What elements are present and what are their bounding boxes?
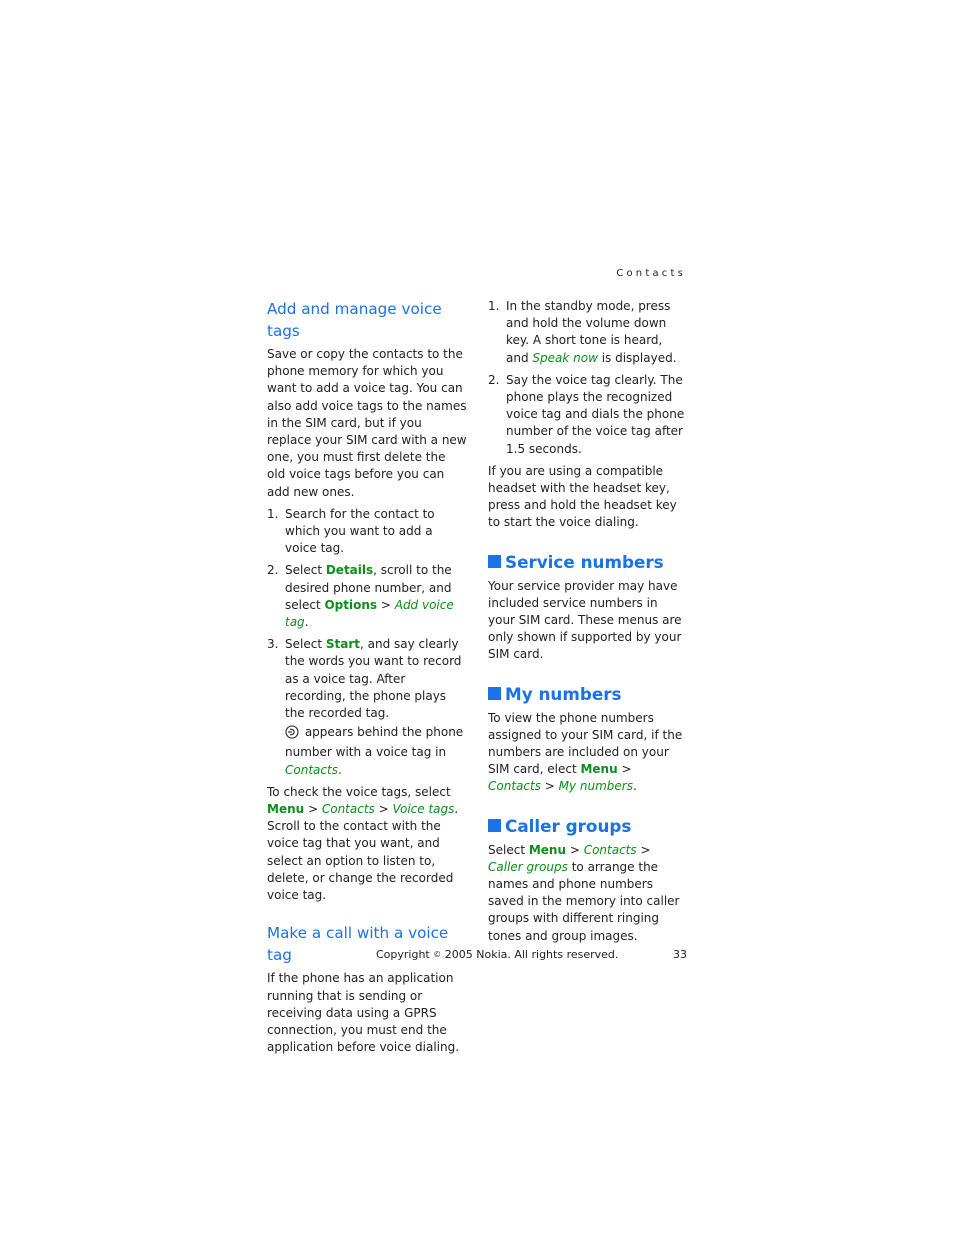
section-gap xyxy=(488,801,688,814)
section-square-icon xyxy=(488,687,501,700)
menu-key-menu: Menu xyxy=(528,842,567,857)
punctuation: . xyxy=(633,779,637,794)
punctuation: . xyxy=(337,762,342,777)
text-post: to arrange the names and phone numbers saved in the memory into caller groups with different ringing tones and group images. xyxy=(488,859,680,943)
heading-add-manage-voice-tags: Add and manage voice tags xyxy=(267,300,442,340)
section-square-icon xyxy=(488,819,501,832)
step-text: Say the voice tag clearly. The phone plays the recognized voice tag and dials the phone number of the voice tag after 1.5 seconds. xyxy=(506,372,685,456)
check-text-pre: To check the voice tags, select xyxy=(267,784,451,799)
separator: > xyxy=(636,842,651,857)
heading-text: My numbers xyxy=(505,683,622,704)
step-number: 1. xyxy=(488,299,500,313)
step-text-mid: , and say clearly the words you want to record as a voice tag. After recording, the phone plays the recorded tag. xyxy=(285,637,462,721)
text-pre: Select xyxy=(488,842,529,857)
step-text-pre: Select xyxy=(285,563,326,578)
text-pre: To view the phone numbers assigned to your SIM card, if the numbers are included on your SIM card, elect xyxy=(488,710,683,777)
menu-item-voice-tags: Voice tags xyxy=(392,802,455,817)
step-text-post: is displayed. xyxy=(597,350,677,365)
separator: > xyxy=(566,842,584,857)
right-column xyxy=(488,298,688,950)
step-text-pre: Select xyxy=(285,637,326,652)
intro-paragraph: Save or copy the contacts to the phone memory for which you want to add a voice tag. You can also add voice tags to the names in the SIM card, but if you replace your SIM card with a new one, you must first delete the old voice tags before you can add new ones. xyxy=(267,347,467,499)
menu-item-contacts: Contacts xyxy=(488,779,541,794)
step-number: 1. xyxy=(267,506,279,521)
section-gap xyxy=(267,909,467,922)
gprs-paragraph: If the phone has an application running that is sending or receiving data using a GPRS connection, you must end the application before voice dialing. xyxy=(267,971,460,1055)
step-text-mid: , scroll to the desired phone number, and select xyxy=(285,563,452,612)
punctuation: . xyxy=(304,615,309,630)
step-number: 2. xyxy=(488,372,500,387)
menu-key-menu: Menu xyxy=(267,802,305,817)
list-item xyxy=(488,298,688,367)
my-numbers-paragraph xyxy=(488,710,688,796)
list-item xyxy=(488,372,688,458)
voice-tag-steps xyxy=(267,506,467,779)
separator: > xyxy=(377,597,395,612)
menu-key-start: Start xyxy=(325,637,360,652)
caller-groups-paragraph xyxy=(488,842,688,945)
voice-tag-note xyxy=(285,724,467,779)
menu-item-speak-now: Speak now xyxy=(532,350,598,365)
list-item xyxy=(267,506,467,558)
separator: > xyxy=(617,762,632,777)
list-item xyxy=(267,562,467,631)
menu-item-caller-groups: Caller groups xyxy=(488,859,568,874)
copyright-text: Copyright xyxy=(376,948,434,961)
headset-paragraph: If you are using a compatible headset with the headset key, press and hold the headset key to start the voice dialing. xyxy=(488,463,677,530)
note-text: appears behind the phone number with a voice tag in xyxy=(285,725,464,760)
left-column xyxy=(267,298,467,1061)
step-text-pre: In the standby mode, press and hold the volume down key. A short tone is heard, and xyxy=(506,299,671,365)
separator: > xyxy=(304,802,322,817)
separator: > xyxy=(374,802,393,817)
section-square-icon xyxy=(488,555,501,568)
heading-service-numbers xyxy=(488,550,688,574)
voice-dial-steps xyxy=(488,298,688,458)
heading-text: Service numbers xyxy=(505,551,664,572)
section-gap xyxy=(488,537,688,550)
heading-text: Caller groups xyxy=(505,815,632,836)
copyright-footer xyxy=(376,948,618,961)
heading-caller-groups xyxy=(488,814,688,838)
section-gap xyxy=(488,669,688,682)
separator: > xyxy=(540,779,559,794)
menu-key-options: Options xyxy=(324,597,378,612)
copyright-text-post: 2005 Nokia. All rights reserved. xyxy=(441,948,619,961)
page-number: 33 xyxy=(673,948,687,961)
heading-make-call-voice-tag: Make a call with a voice tag xyxy=(267,924,449,965)
menu-item-add-voice-tag: Add voice tag xyxy=(285,597,454,630)
running-head: Contacts xyxy=(616,268,686,279)
menu-key-details: Details xyxy=(325,563,374,578)
step-number: 3. xyxy=(267,637,279,652)
check-text-post: . Scroll to the contact with the voice tag that you want, and select an option to listen to, delete, or change the recorded voice tag. xyxy=(267,802,459,903)
menu-item-contacts: Contacts xyxy=(321,802,375,817)
menu-item-contacts: Contacts xyxy=(285,762,338,777)
list-item xyxy=(267,636,467,779)
service-paragraph: Your service provider may have included service numbers in your SIM card. These menus are only shown if supported by your SIM card. xyxy=(488,578,682,662)
step-text: Search for the contact to which you want to add a voice tag. xyxy=(285,506,435,556)
copyright-symbol: © xyxy=(433,950,442,959)
menu-key-menu: Menu xyxy=(580,762,618,777)
step-number: 2. xyxy=(267,563,279,578)
check-voice-tags-paragraph xyxy=(267,784,467,904)
menu-item-contacts: Contacts xyxy=(583,842,637,857)
voice-tag-icon xyxy=(285,725,299,744)
menu-item-my-numbers: My numbers xyxy=(558,779,633,794)
heading-my-numbers xyxy=(488,682,688,706)
